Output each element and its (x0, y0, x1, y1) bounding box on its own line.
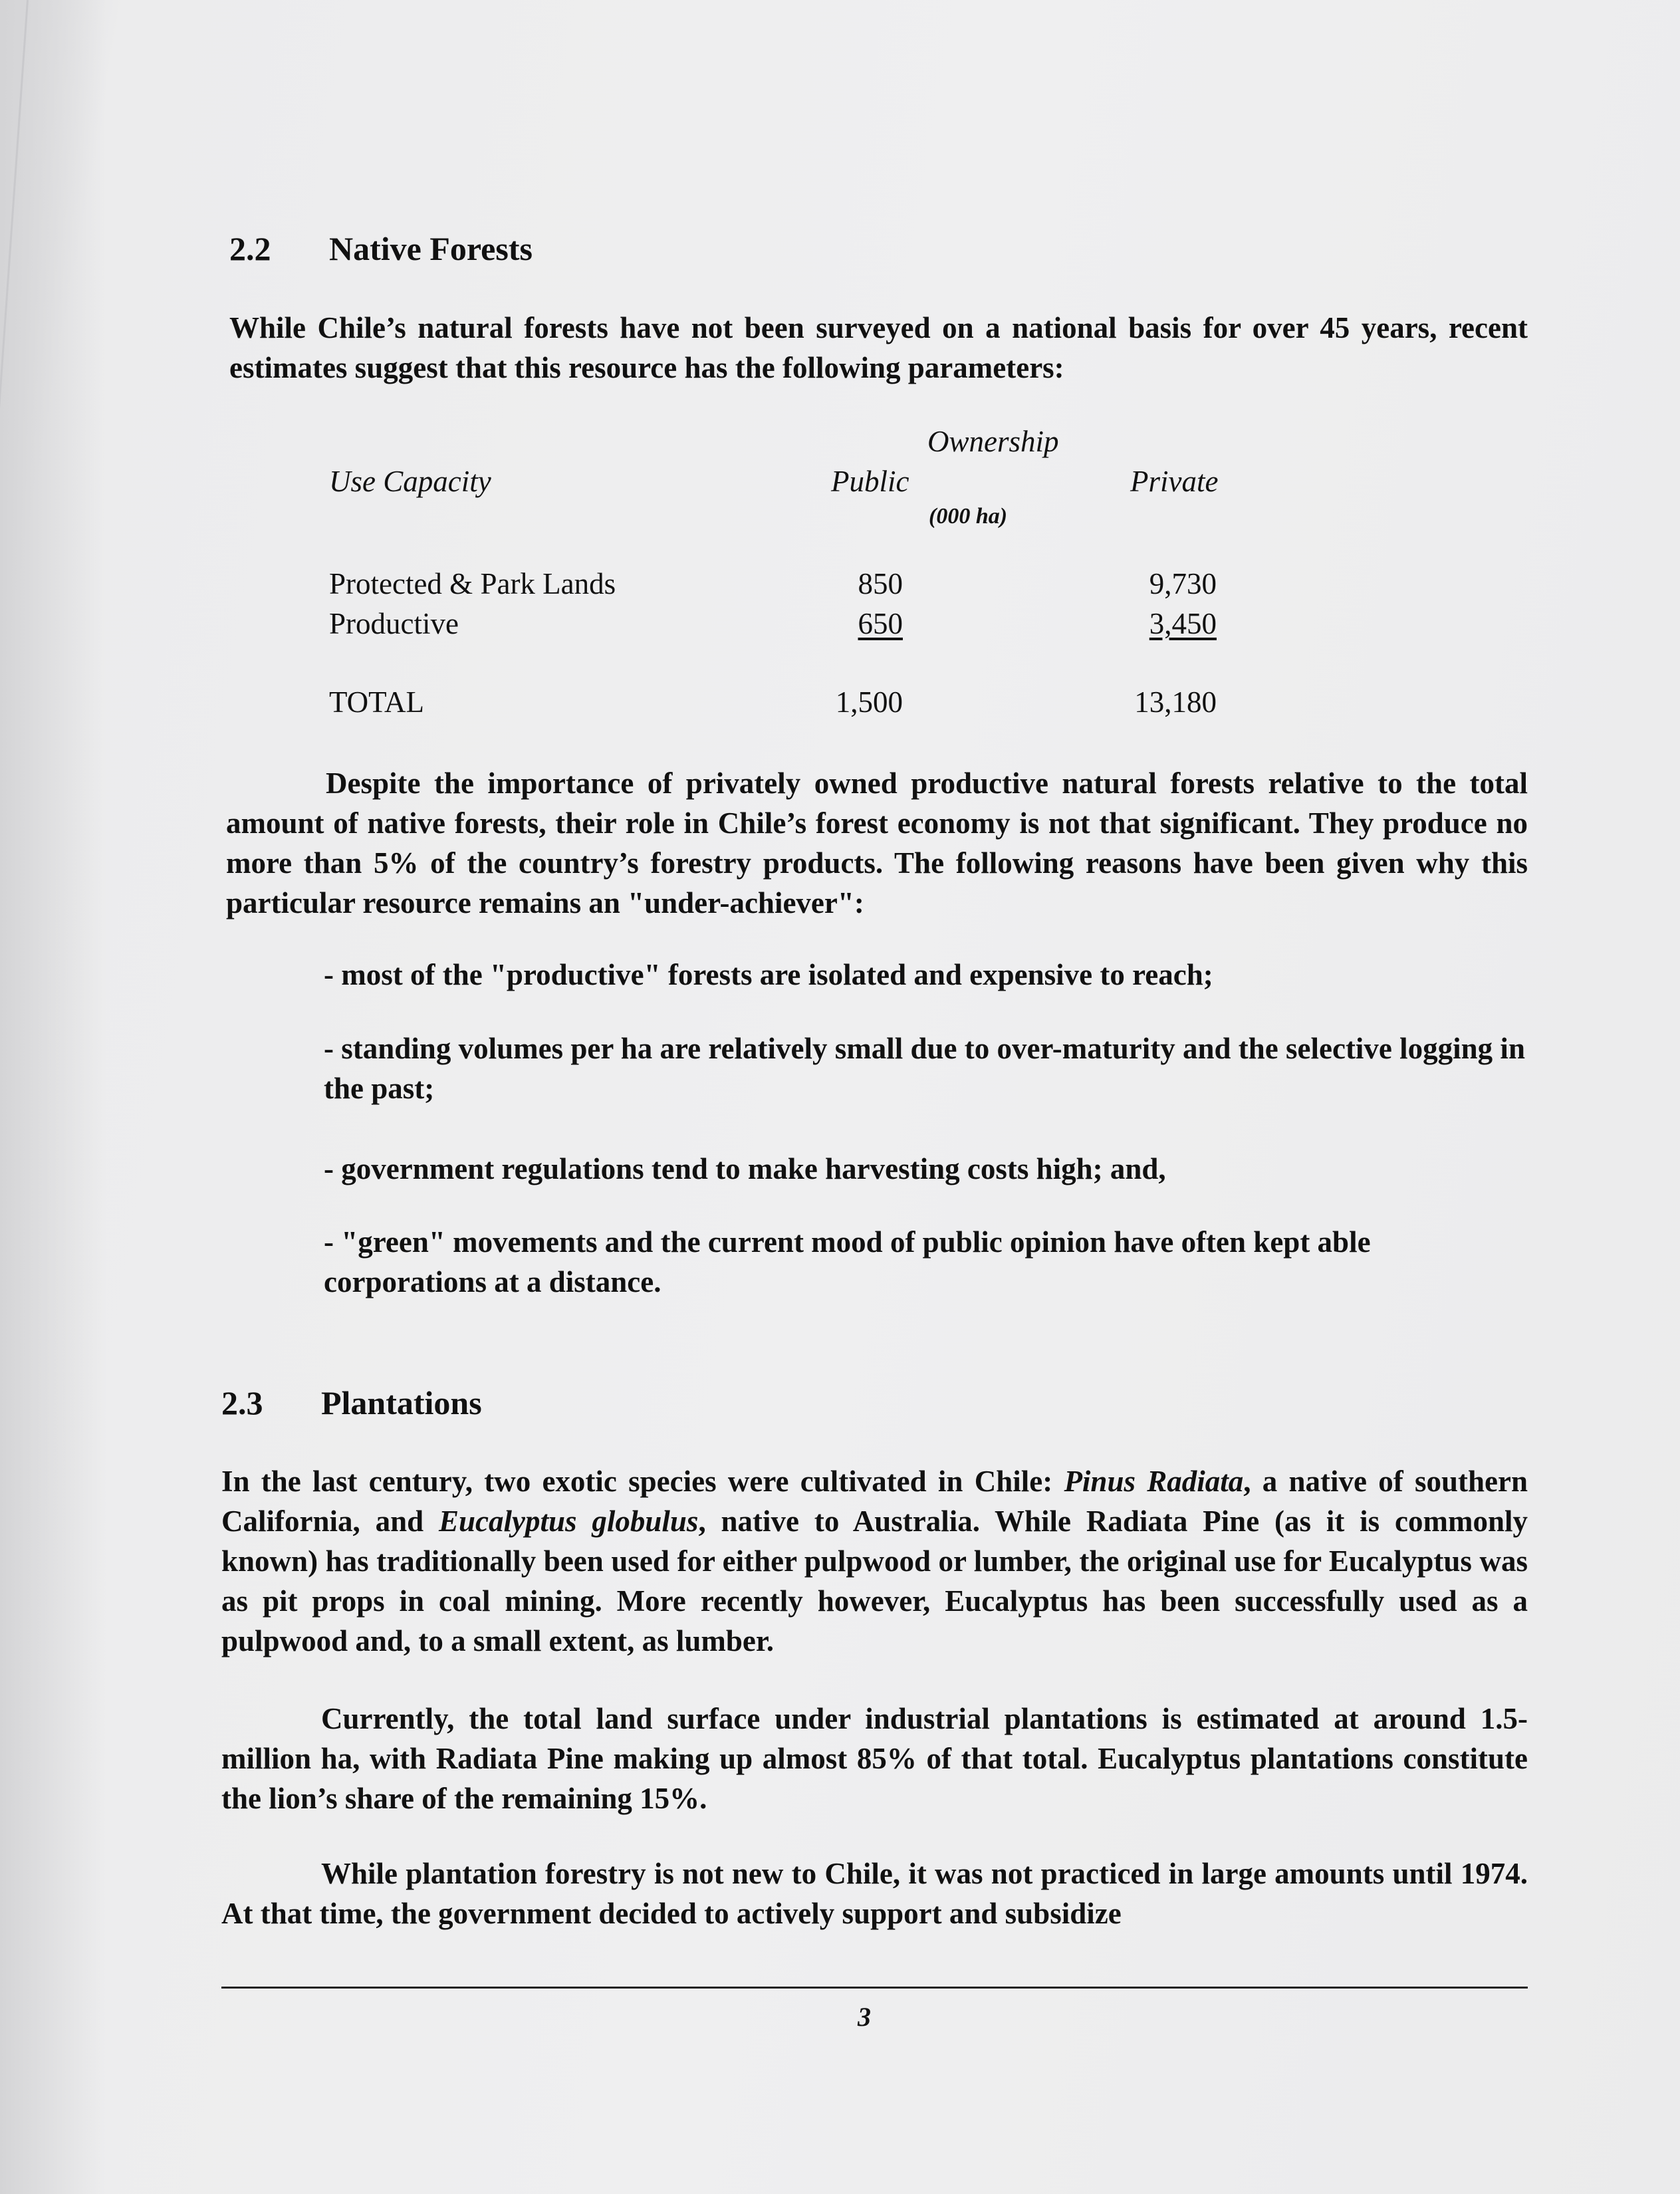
text-run: , native to Australia. While Radiata Pine (as it is commonly known) has traditionally been used for either pulpwood or lumber, the original use for Eucalyptus was as pit props in coal mining. More recently however, Eucalyptus has been successfully used as a pulpwood and, to a small extent, as lumber. (221, 1505, 1528, 1657)
text-run: , a native of southern California, and (221, 1465, 1528, 1538)
table-row-label: Productive (329, 607, 459, 640)
table-total-public: 1,500 (835, 685, 903, 719)
section-title: Plantations (321, 1384, 482, 1421)
table-units: (000 ha) (929, 504, 1008, 529)
section-number: 2.2 (229, 230, 271, 267)
table-col-private: Private (1130, 465, 1219, 498)
bullet-item: - most of the "productive" forests are isolated and expensive to reach; (324, 958, 1213, 991)
table-col-public: Public (831, 465, 909, 498)
species-name: Pinus Radiata (1064, 1465, 1244, 1498)
paragraph-despite: Despite the importance of privately owned productive natural forests relative to the total amount of native forests, their role in Chile’s forest economy is not that significant. They produce no more than 5% of the country’s forestry products. The following reasons have been given why this particular resource remains an "under-achiever": (226, 767, 1528, 919)
bullet-item: - standing volumes per ha are relatively small due to over-maturity and the selective logging in the past; (324, 1032, 1525, 1105)
page-fold-shadow (0, 0, 106, 2194)
section-number: 2.3 (221, 1384, 263, 1421)
table-total-label: TOTAL (329, 685, 425, 719)
paragraph-last-century (221, 1461, 1528, 1661)
bullet-item: - "green" movements and the current mood of public opinion have often kept able corporations at a distance. (324, 1225, 1371, 1298)
text-run: In the last century, two exotic species were cultivated in Chile: (221, 1465, 1064, 1498)
intro-paragraph: While Chile’s natural forests have not been surveyed on a national basis for over 45 years, recent estimates suggest that this resource has the following parameters: (229, 311, 1528, 384)
page-number: 3 (858, 2002, 871, 2032)
table-row-label: Protected & Park Lands (329, 567, 616, 600)
table-cell-public: 850 (858, 567, 903, 600)
table-total-private: 13,180 (1134, 685, 1217, 719)
footer-rule (221, 1987, 1528, 1989)
table-group-header: Ownership (927, 425, 1059, 458)
section-title: Native Forests (329, 230, 533, 267)
table-col-use-capacity: Use Capacity (329, 465, 491, 498)
section-heading-native-forests (229, 229, 533, 268)
bullet-item: - government regulations tend to make harvesting costs high; and, (324, 1152, 1166, 1185)
table-cell-private: 9,730 (1149, 567, 1217, 600)
species-name: Eucalyptus globulus (438, 1505, 699, 1538)
paragraph-while: While plantation forestry is not new to Chile, it was not practiced in large amounts until 1974. At that time, the government decided to actively support and subsidize (221, 1857, 1528, 1930)
paragraph-currently: Currently, the total land surface under industrial plantations is estimated at around 1.5-million ha, with Radiata Pine making up almost 85% of that total. Eucalyptus plantations constitute the lion’s share of the remaining 15%. (221, 1702, 1528, 1815)
table-cell-private: 3,450 (1149, 607, 1217, 640)
table-cell-public: 650 (858, 607, 903, 640)
section-heading-plantations (221, 1384, 482, 1422)
